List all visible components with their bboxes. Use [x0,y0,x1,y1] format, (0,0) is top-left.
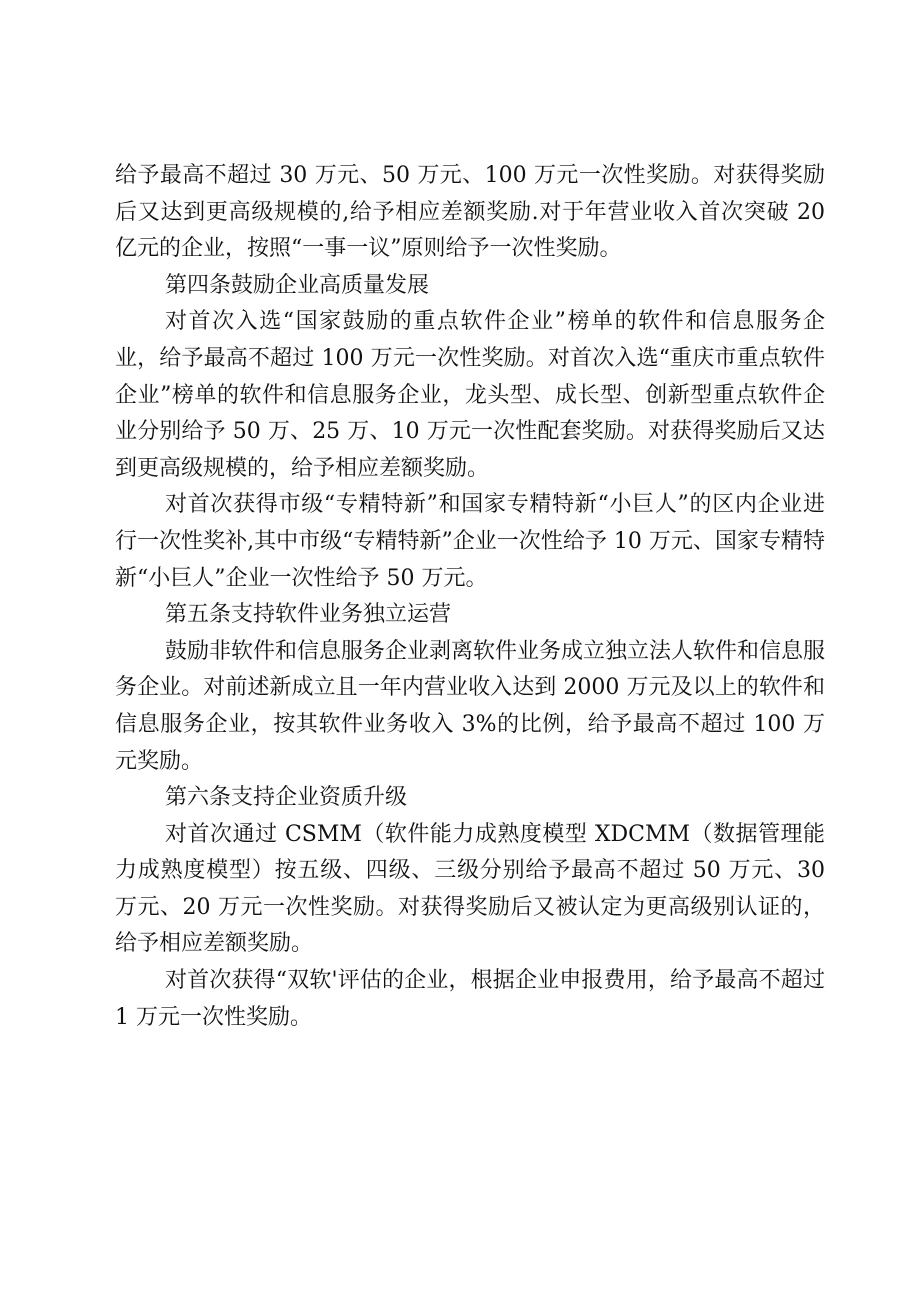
article-4-heading: 第四条鼓励企业高质量发展 [165,272,430,298]
paragraph-specialized-enterprise: 对首次获得市级“专精特新”和国家专精特新“小巨人”的区内企业进行一次性奖补,其中市级“专精特新”企业一次性给予 10 万元、国家专精特新“小巨人”企业一次性给予 50 万元。 [115,492,825,591]
article-6-heading: 第六条支持企业资质升级 [165,785,408,811]
paragraph-continued-award: 给予最高不超过 30 万元、50 万元、100 万元一次性奖励。对获得奖励后又达到更高级规模的,给予相应差额奖励.对于年营业收入首次突破 20 亿元的企业，按照“一事一议”原则给予一次性奖励。 [115,163,825,262]
paragraph-qualification-upgrade: 对首次通过 CSMM（软件能力成熟度模型 XDCMM（数据管理能力成熟度模型）按五级、四级、三级分别给予最高不超过 50 万元、30 万元、20 万元一次性奖励。对获得奖励后又被认定为更高级别认证的，给予相应差额奖励。 [115,821,825,957]
paragraph-key-software-enterprise: 对首次入选“国家鼓励的重点软件企业”榜单的软件和信息服务企业，给予最高不超过 100 万元一次性奖励。对首次入选“重庆市重点软件企业”榜单的软件和信息服务企业，龙头型、成长型、创新型重点软件企业分别给予 50 万、25 万、10 万元一次性配套奖励。对获得奖励后又达到更高级规模的，给予相应差额奖励。 [115,309,825,481]
paragraph-independent-operation: 鼓励非软件和信息服务企业剥离软件业务成立独立法人软件和信息服务企业。对前述新成立且一年内营业收入达到 2000 万元及以上的软件和信息服务企业，按其软件业务收入 3%的比例，给予最高不超过 100 万元奖励。 [115,638,826,774]
paragraph-dual-software: 对首次获得“双软'评估的企业，根据企业申报费用，给予最高不超过 1 万元一次性奖励。 [115,968,825,1030]
article-5-heading: 第五条支持软件业务独立运营 [165,602,452,628]
document-body [115,158,825,1036]
